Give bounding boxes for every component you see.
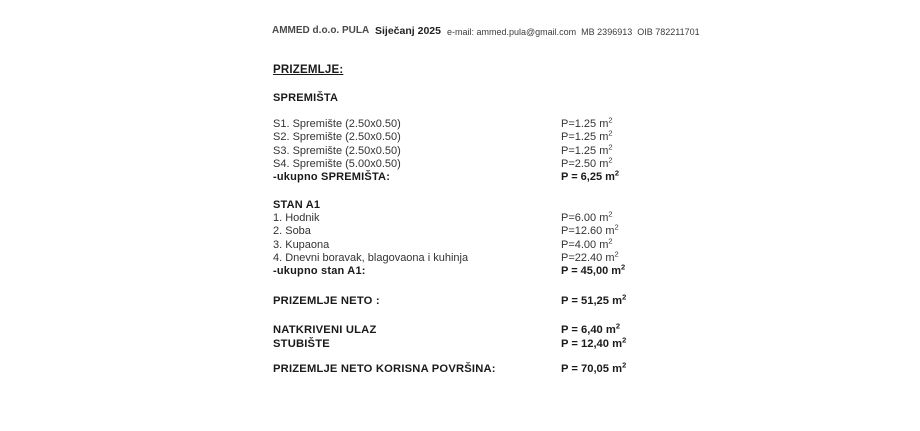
room-label: 2. Soba [273,225,311,238]
total-row [273,321,708,338]
room-label: S4. Spremište (5.00x0.50) [273,157,401,170]
area-value: P = 45,00 $m^2$ [561,262,626,278]
section-heading-spremista: SPREMIŠTA [273,92,339,104]
unit-superscript: 2 [614,249,619,259]
area-value: P=6.00 $m^2$ [561,209,613,224]
unit-superscript: 2 [614,222,619,232]
unit-superscript: 2 [615,321,621,331]
total-row [273,292,708,309]
area-value: P = 51,25 $m^2$ [561,292,627,307]
room-label: S3. Spremište (2.50x0.50) [273,144,401,157]
area-value: P=1.25 $m^2$ [561,115,613,130]
area-value: P = 12,40 $m^2$ [561,334,627,350]
area-value: P = 70,05 $m^2$ [561,360,627,375]
area-row [273,235,708,252]
total-row [273,262,708,278]
room-label: 3. Kupaona [273,238,330,251]
unit-superscript: 2 [608,141,613,151]
unit-superscript: 2 [614,168,620,178]
area-value: P = 6,25 $m^2$ [561,168,620,184]
room-label: S1. Spremište (2.50x0.50) [273,118,401,130]
room-label: -ukupno SPREMIŠTA: [273,171,391,184]
area-row [273,209,708,225]
page-title: PRIZEMLJE: [273,64,344,76]
unit-superscript: 2 [622,292,627,302]
area-value: P=22.40 $m^2$ [561,249,619,264]
letterhead-contact: e-mail: ammed.pula@gmail.com MB 2396913 OIB 782211701 [447,26,700,37]
unit-superscript: 2 [622,334,627,344]
total-row [273,360,708,377]
letterhead [272,25,712,45]
room-label: 1. Hodnik [273,212,320,224]
room-label: NATKRIVENI ULAZ [273,324,377,336]
letterhead-date: Siječanj 2025 [375,25,441,37]
room-label: PRIZEMLJE NETO : [273,295,380,307]
area-row [273,155,708,171]
room-label: -ukupno stan A1: [273,265,366,278]
room-label: STUBIŠTE [273,337,330,350]
letterhead-row [272,25,712,45]
area-value: P=12.60 $m^2$ [561,222,619,238]
section-rows-spremista [273,115,708,184]
total-row [273,168,708,184]
room-label: 4. Dnevni boravak, blagovaona i kuhinja [273,251,469,264]
area-value: P=4.00 $m^2$ [561,235,613,251]
section-stan-a1 [273,199,708,278]
area-value: P = 6,40 $m^2$ [561,321,621,336]
area-row [273,222,708,238]
section-spremista [273,92,708,184]
area-value: P=2.50 $m^2$ [561,155,613,170]
area-row [273,115,708,131]
summary-extras [273,321,708,351]
letterhead-company: AMMED d.o.o. PULA [272,25,370,36]
unit-superscript: 2 [622,360,627,370]
unit-superscript: 2 [608,155,613,165]
unit-superscript: 2 [621,262,626,272]
room-label: PRIZEMLJE NETO KORISNA POVRŠINA: [273,363,496,375]
unit-superscript: 2 [608,115,613,125]
section-rows-stan-a1 [273,209,708,278]
unit-superscript: 2 [608,235,613,245]
area-value: P=1.25 $m^2$ [561,128,613,144]
area-value: P=1.25 $m^2$ [561,141,613,157]
section-heading-stan-a1: STAN A1 [273,199,321,211]
room-label: S2. Spremište (2.50x0.50) [273,131,401,144]
unit-superscript: 2 [608,209,613,219]
area-row [273,249,708,265]
total-row [273,334,708,352]
summary-final [273,360,708,377]
summary-neto [273,292,708,309]
area-row [273,141,708,158]
area-row [273,128,708,144]
unit-superscript: 2 [608,128,613,138]
